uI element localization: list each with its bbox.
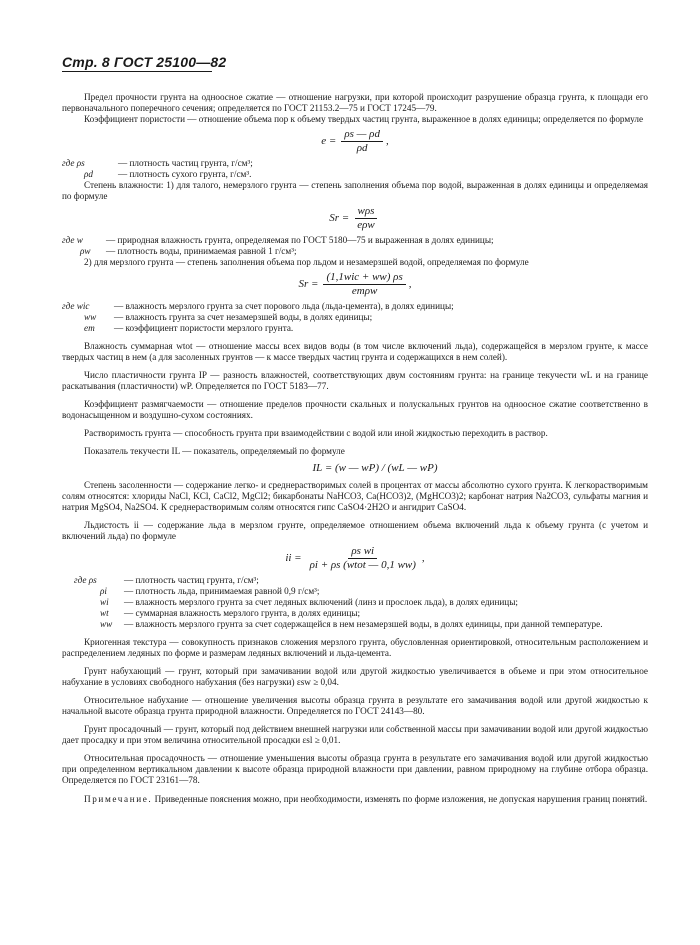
formula-lhs: ii = — [285, 552, 302, 564]
legend-line: ρi — плотность льда, принимаемая равной 0,9 г/см³; — [100, 586, 320, 596]
para-liquidity: Показатель текучести IL — показатель, определяемый по формуле — [84, 446, 345, 456]
para-softening: Коэффициент размягчаемости — отношение пределов прочности скальных и полускальных грунтов на одноосное сжатие соответственно в водонасыщенном и воздушно-сухом состояниях. — [62, 399, 648, 420]
legend-line: ρw — плотность воды, принимаемая равной 1 г/см³; — [80, 246, 297, 256]
fraction — [323, 272, 405, 297]
para-solubility: Растворимость грунта — способность грунта при взаимодействии с водой или иной жидкостью переходить в раствор. — [84, 428, 548, 438]
para-ice-content: Льдистость ii — содержание льда в мерзлом грунте, определяемое отношением объема включений льда к объему грунта (с учетом и включений льда) по формуле — [62, 520, 648, 541]
para-porosity: Коэффициент пористости — отношение объема пор к объему твердых частиц грунта, выраженное в долях единицы; определяется по формуле — [84, 114, 644, 124]
note-label: Примечание. — [84, 794, 153, 804]
para-relative-swelling: Относительное набухание — отношение увеличения высоты образца грунта в результате его замачивания водой или другой жидкостью к начальной высоте образца грунта природной влажности. Определяется по ГОСТ 24143—80. — [62, 695, 648, 716]
para-saturation: Степень влажности: 1) для талого, немерзлого грунта — степень заполнения объема пор водой, выраженная в долях единицы и определяемая по формуле — [62, 180, 648, 201]
fraction-denominator: ρi + ρs (wtot — 0,1 ww) — [309, 559, 416, 571]
legend-ice — [62, 575, 648, 630]
legend-line: em — коэффициент пористости мерзлого грунта. — [84, 323, 294, 333]
header-rule — [62, 71, 212, 72]
formula-saturation-thawed — [62, 206, 648, 231]
page-header: Стр. 8 ГОСТ 25100—82 — [62, 54, 227, 70]
para-plasticity: Число пластичности грунта IP — разность влажностей, соответствующих двум состояниям грунта: на границе текучести wL и на границе раскатывания (пластичности) wP. Определяется по ГОСТ 5183—77. — [62, 370, 648, 391]
formula-liquidity — [102, 463, 648, 474]
legend-line: где w — природная влажность грунта, определяемая по ГОСТ 5180—75 и выраженная в долях единицы; — [62, 235, 494, 245]
formula-lhs: e = — [321, 135, 337, 147]
note-text: Приведенные пояснения можно, при необходимости, изменять по форме изложения, не допуская нарушения границ понятий. — [154, 794, 648, 804]
fraction-denominator: ρd — [356, 142, 368, 154]
legend-porosity — [62, 158, 648, 180]
para-relative-subsidence: Относительная просадочность — отношение уменьшения высоты образца грунта в результате его замачивания водой или другой жидкостью при определенном вертикальном давлении к высоте образца природной влажности при давлении, равном природному на глубине отбора образца. Определяется по ГОСТ 23161—78. — [62, 753, 648, 785]
legend-line: где wic — влажность мерзлого грунта за счет порового льда (льда-цемента), в долях единицы; — [62, 301, 454, 311]
note — [62, 794, 648, 805]
para-salinity: Степень засоленности — содержание легко- и среднерастворимых солей в процентах от массы абсолютно сухого грунта. К легкорастворимым солям относятся: хлориды NaCl, KCl, CaCl2, MgCl2; бикарбонаты NaHCO3, Ca(HCO3)2, (MgHCO3)2; карбонат натрия Na2CO3, сульфаты магния и натрия MgSO4, Na2SO4. К среднерастворимым солям относятся гипс CaSO4·2H2O и ангидрит CaSO4. — [62, 480, 648, 512]
para-subsiding-soil: Грунт просадочный — грунт, который под действием внешней нагрузки или собственной массы при замачивании водой или другой жидкостью дает просадку и при этом величина относительной просадки εsl ≥ 0,01. — [62, 724, 648, 745]
fraction-denominator: eρw — [357, 219, 375, 231]
fraction-denominator: emρw — [351, 285, 378, 297]
formula-expression: IL = (w — wP) / (wL — wP) — [312, 462, 438, 474]
para-saturation-frozen: 2) для мерзлого грунта — степень заполнения объема пор льдом и незамерзшей водой, определяемая по формуле — [84, 257, 529, 267]
fraction-numerator: wρs — [355, 206, 378, 219]
fraction-numerator: (1,1wic + ww) ρs — [323, 272, 405, 285]
formula-tail: , — [421, 552, 425, 564]
formula-porosity — [62, 129, 648, 154]
formula-lhs: Sr = — [298, 278, 319, 290]
formula-lhs: Sr = — [329, 212, 350, 224]
legend-line: ww — влажность мерзлого грунта за счет содержащейся в нем незамерзшей воды, в долях единицы, при данной температуре. — [100, 619, 603, 629]
document-body — [62, 92, 648, 805]
formula-ice-content — [62, 546, 648, 571]
legend-frozen — [62, 301, 648, 334]
legend-line: wi — влажность мерзлого грунта за счет ледяных включений (линз и прослоек льда), в долях единицы; — [100, 597, 518, 607]
para-cryogenic-texture: Криогенная текстура — совокупность признаков сложения мерзлого грунта, обусловленная ориентировкой, относительным расположением и распределением ледяных по форме и размерам ледяных включений и льда-цемента. — [62, 637, 648, 658]
legend-line: wt — суммарная влажность мерзлого грунта, в долях единицы; — [100, 608, 361, 618]
formula-saturation-frozen — [62, 272, 648, 297]
fraction-numerator: ρs wi — [348, 546, 377, 559]
formula-tail: , — [385, 135, 389, 147]
legend-line: ρd — плотность сухого грунта, г/см³. — [84, 169, 252, 179]
para-swelling-soil: Грунт набухающий — грунт, который при замачивании водой или другой жидкостью увеличивается в объеме и при этом относительное набухание в условиях свободного набухания (без нагрузки) εsw ≥ 0,04. — [62, 666, 648, 687]
legend-line: где ρs — плотность частиц грунта, г/см³; — [74, 575, 259, 585]
legend-line: где ρs — плотность частиц грунта, г/см³; — [62, 158, 253, 168]
fraction — [307, 546, 419, 571]
formula-tail: , — [408, 278, 412, 290]
para-total-moisture: Влажность суммарная wtot — отношение массы всех видов воды (в том числе включений льда), содержащейся в мерзлом грунте, к массе твердых частиц в нем (а для засоленных грунтов — к массе твердых частиц грунта и содержащихся в нем солей). — [62, 341, 648, 362]
legend-saturation — [62, 235, 648, 257]
para-strength: Предел прочности грунта на одноосное сжатие — отношение нагрузки, при которой происходит разрушение образца грунта, к площади его первоначального поперечного сечения; определяется по ГОСТ 21153.2—75 и ГОСТ 17245—79. — [62, 92, 648, 113]
fraction — [341, 129, 383, 154]
fraction — [354, 206, 378, 231]
fraction-numerator: ρs — ρd — [341, 129, 383, 142]
legend-line: ww — влажность грунта за счет незамерзшей воды, в долях единицы; — [84, 312, 373, 322]
